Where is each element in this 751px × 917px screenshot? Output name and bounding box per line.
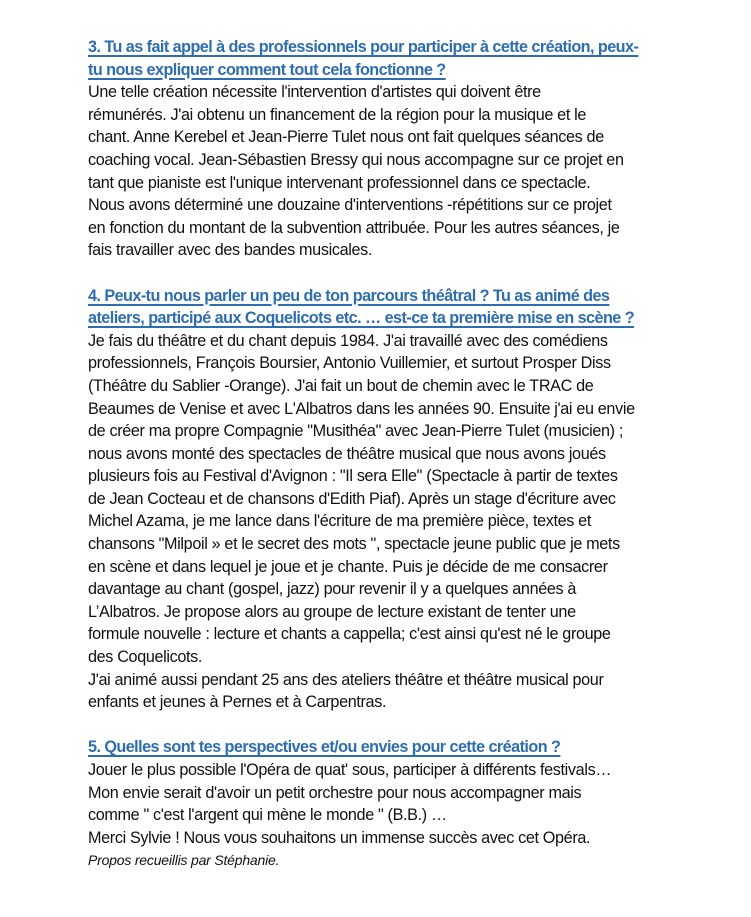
answer-line: Mon envie serait d'avoir un petit orchestre pour nous accompagner mais <box>88 783 582 802</box>
answer-line: Une telle création nécessite l'intervention d'artistes qui doivent être <box>88 83 541 102</box>
question-line: 4. Peux-tu nous parler un peu de ton parcours théâtral ? Tu as animé des <box>88 286 610 305</box>
answer-line: enfants et jeunes à Pernes et à Carpentras. <box>88 693 387 712</box>
interview-page <box>88 36 708 871</box>
answer-line: Michel Azama, je me lance dans l'écriture de ma première pièce, textes et <box>88 512 591 531</box>
question-4-heading <box>88 285 708 330</box>
answer-line: tant que pianiste est l'unique intervenant professionnel dans ce spectacle. <box>88 173 591 192</box>
answer-line: rémunérés. J'ai obtenu un financement de la région pour la musique et le <box>88 105 587 124</box>
answer-line: formule nouvelle : lecture et chants a cappella; c'est ainsi qu'est né le groupe <box>88 625 611 644</box>
answer-line: chansons "Milpoil » et le secret des mots ", spectacle jeune public que je mets <box>88 535 620 554</box>
answer-line: J'ai animé aussi pendant 25 ans des ateliers théâtre et théâtre musical pour <box>88 670 604 689</box>
answer-line: coaching vocal. Jean-Sébastien Bressy qui nous accompagne sur ce projet en <box>88 150 624 169</box>
question-line: 3. Tu as fait appel à des professionnels pour participer à cette création, peux- <box>88 38 639 56</box>
question-line: tu nous expliquer comment tout cela fonctionne ? <box>88 60 446 79</box>
question-5-heading <box>88 736 708 759</box>
answer-line: des Coquelicots. <box>88 648 203 667</box>
answer-line: Jouer le plus possible l'Opéra de quat' sous, participer à différents festivals… <box>88 761 612 779</box>
answer-line: chant. Anne Kerebel et Jean-Pierre Tulet nous ont fait quelques séances de <box>88 128 604 147</box>
answer-line: davantage au chant (gospel, jazz) pour revenir il y a quelques années à <box>88 580 577 599</box>
answer-line: en fonction du montant de la subvention attribuée. Pour les autres séances, je <box>88 218 620 237</box>
answer-line: fais travailler avec des bandes musicales. <box>88 241 373 260</box>
answer-line: de créer ma propre Compagnie "Musithéa" avec Jean-Pierre Tulet (musicien) ; <box>88 422 623 441</box>
section-spacer <box>88 714 708 737</box>
answer-3-paragraph <box>88 81 708 262</box>
answer-line: Nous avons déterminé une douzaine d'interventions -répétitions sur ce projet <box>88 196 612 215</box>
question-3-heading <box>88 36 708 81</box>
answer-line: plusieurs fois au Festival d'Avignon : "Il sera Elle" (Spectacle à partir de textes <box>88 467 618 486</box>
section-4 <box>88 285 708 714</box>
question-line: 5. Quelles sont tes perspectives et/ou envies pour cette création ? <box>88 738 561 757</box>
answer-line: L’Albatros. Je propose alors au groupe de lecture existant de tenter une <box>88 602 576 621</box>
answer-line: Merci Sylvie ! Nous vous souhaitons un immense succès avec cet Opéra. <box>88 828 591 847</box>
answer-line: nous avons monté des spectacles de théâtre musical que nous avons joués <box>88 444 606 463</box>
answer-line: Beaumes de Venise et avec L'Albatros dans les années 90. Ensuite j'ai eu envie <box>88 399 635 418</box>
interview-credit: Propos recueillis par Stéphanie. <box>88 852 280 869</box>
answer-line: Je fais du théâtre et du chant depuis 1984. J'ai travaillé avec des comédiens <box>88 331 608 350</box>
question-line: ateliers, participé aux Coquelicots etc. … est-ce ta première mise en scène ? <box>88 309 635 328</box>
answer-line: comme " c'est l'argent qui mène le monde " (B.B.) … <box>88 806 447 825</box>
section-5 <box>88 736 708 849</box>
answer-line: (Théâtre du Sablier -Orange). J'ai fait un bout de chemin avec le TRAC de <box>88 376 594 395</box>
answer-line: en scène et dans lequel je joue et je chante. Puis je décide de me consacrer <box>88 557 608 576</box>
answer-5-paragraph <box>88 759 708 849</box>
answer-4-paragraph <box>88 330 708 714</box>
section-3 <box>88 36 708 262</box>
answer-line: de Jean Cocteau et de chansons d'Edith Piaf). Après un stage d'écriture avec <box>88 489 616 508</box>
section-spacer <box>88 262 708 285</box>
answer-line: professionnels, François Boursier, Antonio Vuillemier, et surtout Prosper Diss <box>88 354 611 373</box>
